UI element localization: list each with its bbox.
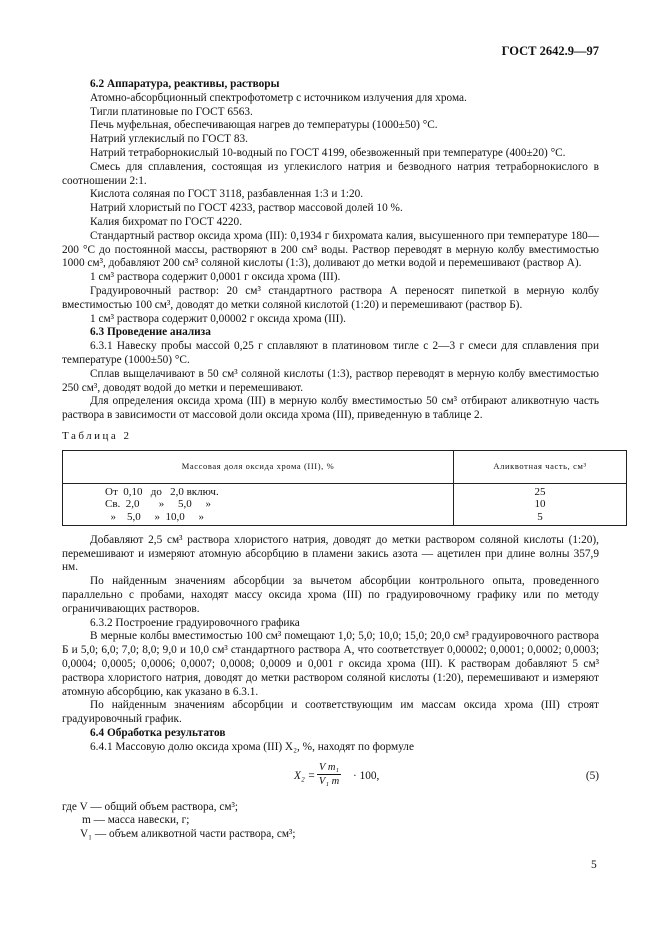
definition-m: m — масса навески, г; (82, 814, 190, 827)
paragraph: Тигли платиновые по ГОСТ 6563. (90, 105, 253, 118)
table-header-row (63, 450, 627, 483)
section-heading-6-3: 6.3 Проведение анализа (90, 326, 211, 339)
table-header-aliquot: Аликвотная часть, см³ (454, 450, 627, 483)
formula-multiplier: · 100, (353, 769, 380, 782)
table-2 (62, 450, 627, 526)
table-range-cell (63, 483, 454, 525)
paragraph: В мерные колбы вместимостью 100 см³ помещают 1,0; 5,0; 10,0; 15,0; 20,0 см³ градуировочного раствора Б и 5,0; 6,0; 7,0; 8,0; 9,0 и 10,0 см³ стандартного раствора А, что соответствует 0,00002; 0,0001; 0,0002; 0,0003; 0,0004; 0,0005; 0,0006; 0,0007; 0,0008; 0,0009 и 0,001 г оксида хрома (III). К растворам добавляют 5 см³ раствора хлористого натрия, доводят до метки раствором соляной кислоты (1:20), перемешивают и измеряют атомную абсорбцию, как указано в 6.3.1. (62, 630, 599, 698)
table-title: Таблица 2 (62, 429, 132, 442)
table-header-mass-fraction: Массовая доля оксида хрома (III), % (63, 450, 454, 483)
paragraph: Калия бихромат по ГОСТ 4220. (90, 215, 243, 228)
formula-fraction (317, 761, 341, 790)
paragraph: 1 см³ раствора содержит 0,0001 г оксида хрома (III). (90, 271, 341, 284)
paragraph: Атомно-абсорбционный спектрофотометр с источником излучения для хрома. (90, 91, 467, 104)
paragraph: Добавляют 2,5 см³ раствора хлористого натрия, доводят до метки раствором соляной кислоты (1:20), перемешивают и измеряют атомную абсорбцию в пламени закись азота — ацетилен при длине волны 357,9 нм. (62, 533, 599, 574)
paragraph: Сплав выщелачивают в 50 см³ соляной кислоты (1:3), раствор переводят в мерную колбу вместимостью 250 см³, доводят водой до метки и перемешивают. (62, 367, 599, 394)
table-cell: 25 (534, 485, 546, 498)
formula-numerator: V m₁ (317, 761, 341, 776)
table-cell: 10 (534, 498, 546, 511)
paragraph: Натрий углекислый по ГОСТ 83. (90, 133, 248, 146)
paragraph: 6.4.1 Массовую долю оксида хрома (III) X₂, %, находят по формуле (90, 740, 414, 753)
paragraph: Кислота соляная по ГОСТ 3118, разбавленная 1:3 и 1:20. (90, 188, 364, 201)
table-cell: » 5,0 » 10,0 » (105, 510, 204, 523)
table-cell: Св. 2,0 » 5,0 » (105, 498, 212, 511)
table-cell: От 0,10 до 2,0 включ. (105, 485, 219, 498)
definition-v1: V₁ — объем аликвотной части раствора, см³; (80, 828, 296, 841)
formula-lhs: X₂ = (294, 769, 316, 782)
paragraph: 6.3.2 Построение градуировочного графика (90, 616, 300, 629)
paragraph: Стандартный раствор оксида хрома (III): 0,1934 г бихромата калия, высушенного при температуре 180—200 °С до постоянной массы, растворяют в 200 см³ воды. Раствор переводят в мерную колбу вместимостью 1000 см³, добавляют 200 см³ соляной кислоты (1:3), доливают до метки водой и перемешивают (раствор А). (62, 229, 599, 270)
formula-denominator: V₁ m (318, 776, 340, 788)
definition-v: где V — общий объем раствора, см³; (62, 800, 239, 813)
paragraph: 6.3.1 Навеску пробы массой 0,25 г сплавляют в платиновом тигле с 2—3 г смеси для сплавления при температуре (1000±50) °С. (62, 340, 599, 366)
paragraph: Градуировочный раствор: 20 см³ стандартного раствора А переносят пипеткой в мерную колбу вместимостью 100 см³, доводят до метки соляной кислотой (1:20) и перемешивают (раствор Б). (62, 284, 599, 311)
page-number: 5 (591, 859, 597, 871)
section-heading-6-4: 6.4 Обработка результатов (90, 727, 226, 740)
section-heading-6-2: 6.2 Аппаратура, реактивы, растворы (90, 78, 280, 90)
paragraph: 1 см³ раствора содержит 0,00002 г оксида хрома (III). (90, 312, 346, 325)
table-body-row (63, 483, 627, 525)
table-cell: 5 (537, 510, 543, 523)
paragraph: По найденным значениям абсорбции за вычетом абсорбции контрольного опыта, проведенного параллельно с пробами, находят массу оксида хрома (III) по градуировочному графику или по методу ограничивающих растворов. (62, 575, 599, 615)
formula-5 (62, 759, 599, 797)
page-content (62, 78, 599, 842)
table-aliquot-cell (454, 483, 627, 525)
paragraph: Для определения оксида хрома (III) в мерную колбу вместимостью 50 см³ отбирают аликвотную часть раствора в зависимости от массовой доли оксида хрома (III), приведенную в таблице 2. (62, 395, 599, 422)
paragraph: Натрий хлористый по ГОСТ 4233, раствор массовой долей 10 %. (90, 202, 403, 215)
paragraph: По найденным значениям абсорбции и соответствующим им массам оксида хрома (III) строят градуировочный график. (62, 699, 599, 726)
document-code: ГОСТ 2642.9—97 (501, 44, 599, 58)
paragraph: Натрий тетраборнокислый 10-водный по ГОСТ 4199, обезвоженный при температуре (400±20) °С. (90, 146, 566, 159)
formula-number: (5) (585, 769, 599, 782)
paragraph: Печь муфельная, обеспечивающая нагрев до температуры (1000±50) °С. (90, 119, 438, 132)
paragraph: Смесь для сплавления, состоящая из углекислого натрия и безводного натрия тетраборнокислого в соотношении 2:1. (62, 160, 599, 187)
